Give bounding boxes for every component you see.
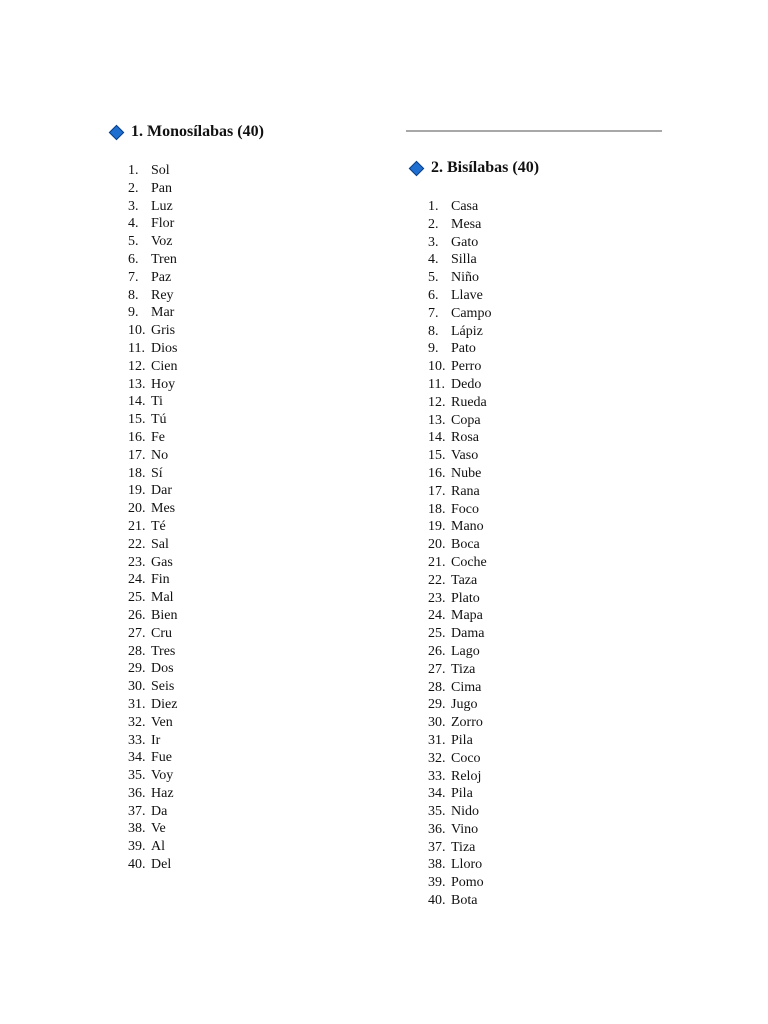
item-number: 16. <box>128 429 146 445</box>
list-item <box>128 251 368 269</box>
item-number: 17. <box>428 483 446 499</box>
item-word: Tiza <box>451 839 476 855</box>
item-word: Llave <box>451 287 483 303</box>
item-word: Mesa <box>451 216 482 232</box>
item-number: 33. <box>128 732 146 748</box>
item-word: Pan <box>151 180 172 196</box>
section-number: 1. <box>131 123 143 140</box>
item-word: Cien <box>151 358 178 374</box>
item-word: Paz <box>151 269 172 285</box>
list-item <box>128 215 368 233</box>
list-item <box>128 340 368 358</box>
item-number: 36. <box>128 785 146 801</box>
list-item <box>428 590 668 608</box>
item-number: 27. <box>428 661 446 677</box>
diamond-icon <box>109 124 125 140</box>
list-item <box>428 501 668 519</box>
word-list <box>128 162 368 874</box>
list-item <box>428 554 668 572</box>
item-number: 1. <box>128 163 139 178</box>
item-word: Taza <box>451 572 478 588</box>
item-word: Perro <box>451 359 482 375</box>
item-number: 19. <box>428 519 446 535</box>
item-number: 16. <box>428 465 446 481</box>
item-word: Hoy <box>151 376 176 392</box>
item-word: Bien <box>151 607 178 623</box>
list-item <box>128 198 368 216</box>
list-item <box>128 856 368 874</box>
item-word: Zorro <box>451 715 483 731</box>
item-word: Vaso <box>451 448 479 464</box>
section-heading <box>408 157 668 179</box>
item-word: Lloro <box>451 857 483 873</box>
list-item <box>128 465 368 483</box>
list-item <box>128 554 368 572</box>
list-item <box>428 607 668 625</box>
item-word: Bota <box>451 893 478 909</box>
item-number: 3. <box>428 234 439 250</box>
item-word: Gato <box>451 234 479 250</box>
item-word: Flor <box>151 216 175 232</box>
list-item <box>428 572 668 590</box>
item-word: Rana <box>451 483 480 499</box>
list-item <box>128 820 368 838</box>
item-number: 28. <box>428 679 446 695</box>
item-word: Plato <box>451 590 480 606</box>
item-number: 20. <box>128 501 146 517</box>
list-item <box>428 465 668 483</box>
item-word: Copa <box>451 412 481 428</box>
list-item <box>128 714 368 732</box>
list-item <box>128 696 368 714</box>
list-item <box>428 625 668 643</box>
item-number: 28. <box>128 643 146 659</box>
item-number: 13. <box>428 412 446 428</box>
item-number: 39. <box>428 875 446 891</box>
item-number: 22. <box>128 536 146 552</box>
item-word: Silla <box>451 252 477 268</box>
item-word: Tiza <box>451 661 476 677</box>
item-number: 5. <box>128 234 139 250</box>
list-item <box>128 732 368 750</box>
item-word: Lápiz <box>451 323 483 339</box>
item-word: Reloj <box>451 768 482 784</box>
list-item <box>428 305 668 323</box>
item-number: 8. <box>428 323 439 339</box>
list-item <box>128 749 368 767</box>
list-item <box>428 358 668 376</box>
item-word: No <box>151 447 169 463</box>
list-item <box>128 803 368 821</box>
item-word: Gris <box>151 323 176 339</box>
list-item <box>428 216 668 234</box>
item-number: 27. <box>128 625 146 641</box>
item-word: Té <box>151 518 166 534</box>
item-number: 32. <box>128 714 146 730</box>
list-item <box>128 233 368 251</box>
item-word: Voz <box>151 234 173 250</box>
list-item <box>428 198 668 216</box>
item-word: Mano <box>451 519 484 535</box>
item-number: 5. <box>428 270 439 286</box>
item-number: 11. <box>428 376 445 392</box>
item-word: Pila <box>451 732 473 748</box>
list-item <box>128 180 368 198</box>
item-number: 13. <box>128 376 146 392</box>
item-number: 31. <box>128 696 146 712</box>
word-list <box>428 198 668 910</box>
item-number: 31. <box>428 732 446 748</box>
list-item <box>128 482 368 500</box>
item-word: Cru <box>151 625 172 641</box>
list-item <box>128 785 368 803</box>
item-number: 14. <box>428 430 446 446</box>
item-number: 21. <box>128 518 146 534</box>
item-number: 26. <box>428 643 446 659</box>
item-number: 34. <box>428 786 446 802</box>
list-item <box>428 768 668 786</box>
list-item <box>128 393 368 411</box>
item-number: 25. <box>428 626 446 642</box>
list-item <box>428 750 668 768</box>
item-number: 19. <box>128 483 146 499</box>
list-item <box>428 447 668 465</box>
section-monosilabas <box>108 121 368 874</box>
list-item <box>128 269 368 287</box>
item-word: Rey <box>151 287 174 303</box>
list-item <box>128 411 368 429</box>
item-number: 24. <box>128 572 146 588</box>
item-number: 30. <box>128 679 146 695</box>
list-item <box>128 838 368 856</box>
item-word: Del <box>151 857 172 873</box>
item-word: Diez <box>151 696 178 712</box>
item-number: 9. <box>428 341 439 357</box>
item-number: 11. <box>128 340 145 356</box>
list-item <box>128 660 368 678</box>
item-number: 38. <box>428 857 446 873</box>
list-item <box>428 661 668 679</box>
item-number: 4. <box>428 252 439 268</box>
item-number: 38. <box>128 821 146 837</box>
section-title: Bisílabas (40) <box>447 159 540 176</box>
list-item <box>128 518 368 536</box>
section-title: Monosílabas (40) <box>147 123 264 140</box>
list-item <box>128 447 368 465</box>
item-word: Jugo <box>451 697 478 713</box>
list-item <box>428 643 668 661</box>
item-number: 40. <box>428 893 446 909</box>
item-word: Coco <box>451 750 481 766</box>
section-bisilabas <box>408 157 668 910</box>
item-number: 7. <box>428 305 439 321</box>
section-heading <box>108 121 368 143</box>
item-word: Niño <box>451 270 479 286</box>
item-number: 3. <box>128 198 139 214</box>
item-word: Mal <box>151 590 174 606</box>
item-word: Pila <box>451 786 473 802</box>
item-number: 40. <box>128 857 146 873</box>
item-number: 29. <box>428 697 446 713</box>
list-item <box>128 376 368 394</box>
item-word: Dos <box>151 661 174 677</box>
item-word: Campo <box>451 305 492 321</box>
item-word: Boca <box>451 537 480 553</box>
list-item <box>128 162 368 180</box>
item-word: Da <box>151 803 168 819</box>
item-number: 23. <box>128 554 146 570</box>
list-item <box>428 269 668 287</box>
item-word: Ven <box>151 714 173 730</box>
list-item <box>428 821 668 839</box>
item-word: Gas <box>151 554 173 570</box>
item-number: 37. <box>128 803 146 819</box>
item-word: Lago <box>451 643 480 659</box>
item-number: 7. <box>128 269 139 285</box>
item-number: 12. <box>128 358 146 374</box>
section-number: 2. <box>431 159 443 176</box>
item-number: 4. <box>128 216 139 232</box>
list-item <box>428 856 668 874</box>
list-item <box>428 394 668 412</box>
list-item <box>428 536 668 554</box>
item-number: 9. <box>128 305 139 321</box>
list-item <box>128 643 368 661</box>
item-number: 10. <box>428 359 446 375</box>
item-word: Fin <box>151 572 170 588</box>
item-number: 1. <box>428 199 439 214</box>
item-number: 2. <box>128 180 139 196</box>
list-item <box>428 839 668 857</box>
item-number: 26. <box>128 607 146 623</box>
item-number: 36. <box>428 821 446 837</box>
list-item <box>128 767 368 785</box>
item-word: Nube <box>451 465 482 481</box>
item-word: Rueda <box>451 394 487 410</box>
item-word: Seis <box>151 679 175 695</box>
item-number: 20. <box>428 537 446 553</box>
item-number: 35. <box>428 804 446 820</box>
item-word: Tú <box>151 412 167 428</box>
list-item <box>128 607 368 625</box>
list-item <box>128 322 368 340</box>
list-item <box>428 892 668 910</box>
list-item <box>428 234 668 252</box>
list-item <box>128 287 368 305</box>
item-number: 30. <box>428 715 446 731</box>
list-item <box>428 287 668 305</box>
item-number: 2. <box>428 216 439 232</box>
list-item <box>428 679 668 697</box>
list-item <box>428 376 668 394</box>
item-word: Mapa <box>451 608 483 624</box>
item-word: Ve <box>151 821 166 837</box>
item-number: 18. <box>128 465 146 481</box>
item-number: 33. <box>428 768 446 784</box>
item-word: Luz <box>151 198 173 214</box>
list-item <box>428 732 668 750</box>
list-item <box>428 412 668 430</box>
list-item <box>428 518 668 536</box>
list-item <box>428 251 668 269</box>
item-word: Al <box>151 839 165 855</box>
item-number: 6. <box>428 287 439 303</box>
item-word: Casa <box>451 199 479 214</box>
item-word: Dedo <box>451 376 482 392</box>
list-item <box>128 589 368 607</box>
item-number: 34. <box>128 750 146 766</box>
list-item <box>128 536 368 554</box>
item-word: Dama <box>451 626 485 642</box>
list-item <box>428 340 668 358</box>
item-number: 23. <box>428 590 446 606</box>
item-number: 25. <box>128 590 146 606</box>
item-word: Rosa <box>451 430 479 446</box>
item-number: 18. <box>428 501 446 517</box>
item-number: 8. <box>128 287 139 303</box>
list-item <box>428 714 668 732</box>
item-number: 17. <box>128 447 146 463</box>
item-word: Pato <box>451 341 476 357</box>
item-number: 6. <box>128 251 139 267</box>
list-item <box>428 323 668 341</box>
list-item <box>128 500 368 518</box>
item-word: Coche <box>451 554 487 570</box>
list-item <box>428 429 668 447</box>
item-word: Ir <box>151 732 161 748</box>
item-word: Mar <box>151 305 175 321</box>
list-item <box>128 429 368 447</box>
list-item <box>128 571 368 589</box>
item-number: 39. <box>128 839 146 855</box>
item-word: Pomo <box>451 875 484 891</box>
item-word: Foco <box>451 501 479 517</box>
item-number: 12. <box>428 394 446 410</box>
list-item <box>128 304 368 322</box>
diamond-icon <box>409 160 425 176</box>
item-word: Tres <box>151 643 176 659</box>
item-number: 29. <box>128 661 146 677</box>
list-item <box>428 785 668 803</box>
item-word: Haz <box>151 785 174 801</box>
item-word: Sal <box>151 536 169 552</box>
list-item <box>428 483 668 501</box>
list-item <box>428 696 668 714</box>
item-word: Sí <box>151 465 163 481</box>
horizontal-divider <box>406 130 662 132</box>
item-number: 32. <box>428 750 446 766</box>
item-word: Vino <box>451 821 479 837</box>
item-number: 21. <box>428 554 446 570</box>
item-word: Cima <box>451 679 482 695</box>
item-word: Voy <box>151 768 174 784</box>
item-word: Nido <box>451 804 479 820</box>
item-number: 10. <box>128 323 146 339</box>
item-number: 15. <box>128 412 146 428</box>
item-word: Fue <box>151 750 172 766</box>
list-item <box>128 358 368 376</box>
list-item <box>128 625 368 643</box>
item-word: Ti <box>151 394 163 410</box>
item-word: Fe <box>151 429 165 445</box>
list-item <box>428 874 668 892</box>
item-number: 22. <box>428 572 446 588</box>
item-number: 15. <box>428 448 446 464</box>
item-number: 35. <box>128 768 146 784</box>
list-item <box>428 803 668 821</box>
item-number: 14. <box>128 394 146 410</box>
item-number: 24. <box>428 608 446 624</box>
item-word: Sol <box>151 163 170 178</box>
item-number: 37. <box>428 839 446 855</box>
list-item <box>128 678 368 696</box>
item-word: Dios <box>151 340 178 356</box>
item-word: Tren <box>151 251 177 267</box>
item-word: Mes <box>151 501 176 517</box>
item-word: Dar <box>151 483 172 499</box>
